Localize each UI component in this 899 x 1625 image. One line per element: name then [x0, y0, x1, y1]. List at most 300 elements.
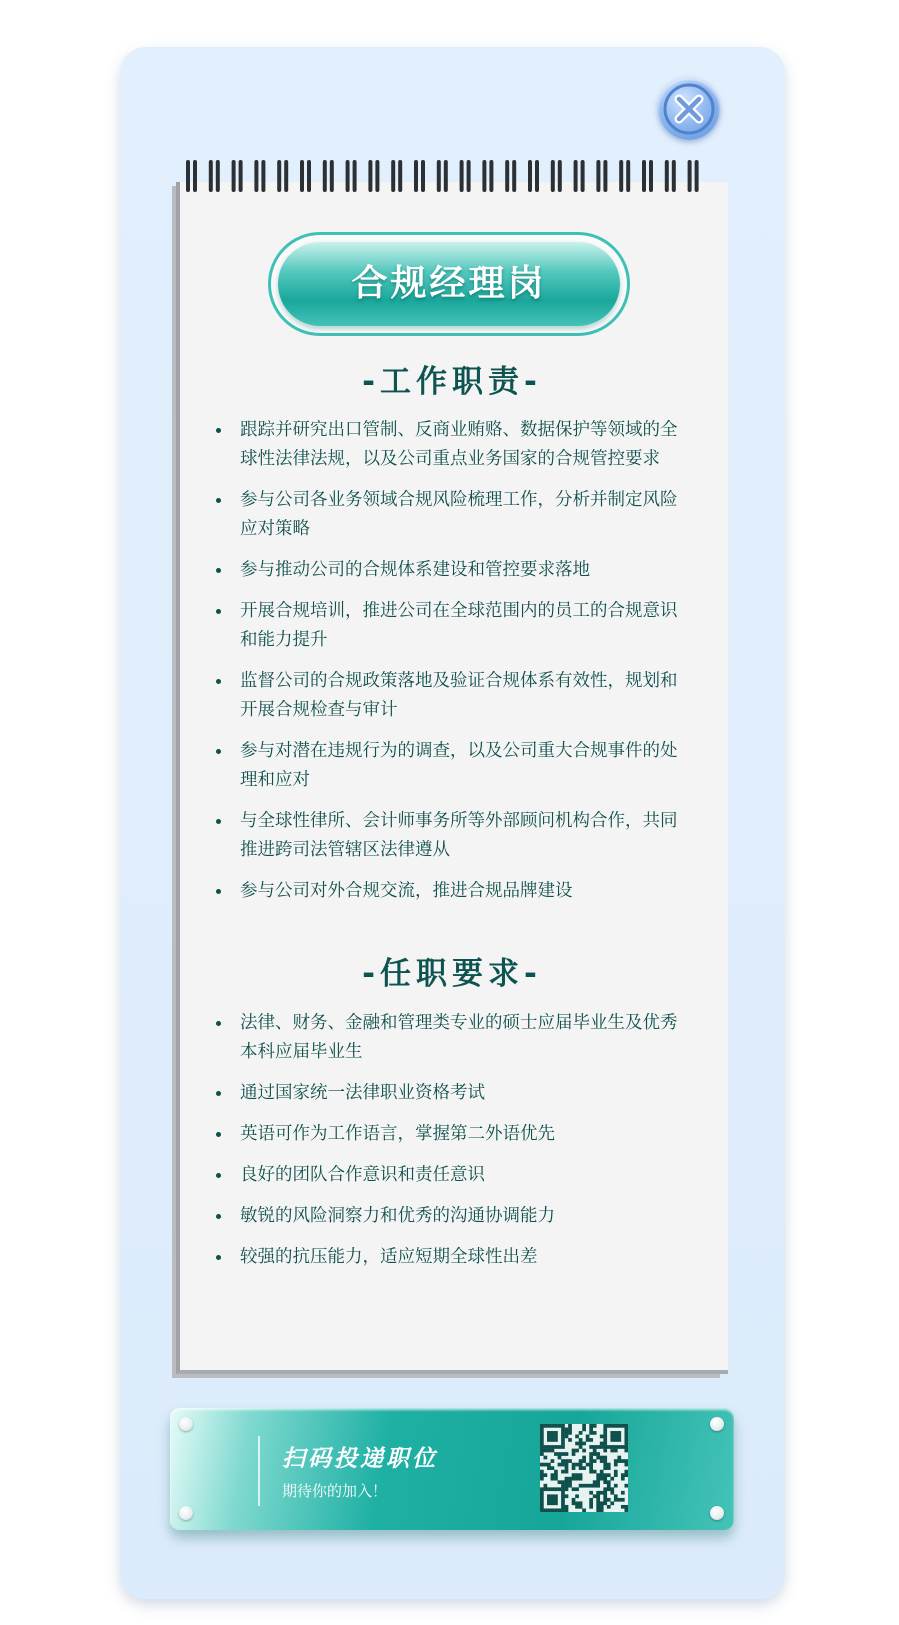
qr-module [603, 1480, 607, 1484]
qr-module [551, 1494, 555, 1498]
job-title: 合规经理岗 [351, 263, 547, 304]
qr-module [554, 1435, 558, 1439]
qr-module [589, 1456, 593, 1460]
qr-module [565, 1466, 569, 1470]
qr-module [589, 1491, 593, 1495]
qr-module [624, 1442, 628, 1446]
spiral-ring [391, 160, 395, 192]
qr-module [579, 1473, 583, 1477]
spiral-ring [368, 160, 372, 192]
qr-module [617, 1498, 621, 1502]
qr-module [603, 1449, 607, 1453]
qr-module [589, 1501, 593, 1505]
qr-module [582, 1442, 586, 1446]
spiral-binding [182, 160, 722, 196]
qr-module [603, 1428, 607, 1432]
qr-module [610, 1431, 614, 1435]
qr-module [614, 1459, 618, 1463]
qr-module [617, 1435, 621, 1439]
qr-module [561, 1505, 565, 1509]
qr-module [589, 1505, 593, 1509]
qr-module [554, 1494, 558, 1498]
job-title-badge [268, 232, 630, 336]
apply-subtitle: 期待你的加入！ [282, 1482, 388, 1500]
qr-module [575, 1505, 579, 1509]
qr-module [540, 1435, 544, 1439]
qr-module [551, 1477, 555, 1481]
qr-module [554, 1438, 558, 1442]
qr-module [603, 1473, 607, 1477]
qr-module [614, 1473, 618, 1477]
qr-module [610, 1438, 614, 1442]
list-item: 监督公司的合规政策落地及验证合规体系有效性，规划和开展合规检查与审计 [212, 667, 692, 725]
qr-module [558, 1456, 562, 1460]
qr-module [593, 1470, 597, 1474]
spiral-ring [307, 160, 311, 192]
responsibilities-heading: -工作职责- [362, 364, 542, 400]
spiral-ring [444, 160, 448, 192]
qr-module [603, 1477, 607, 1481]
qr-module [554, 1477, 558, 1481]
qr-module [551, 1431, 555, 1435]
qr-module [586, 1438, 590, 1442]
list-item: 跟踪并研究出口管制、反商业贿赂、数据保护等领域的全球性法律法规，以及公司重点业务国家的合规管控要求 [212, 416, 692, 474]
qr-module [610, 1445, 614, 1449]
list-item: 英语可作为工作语言，掌握第二外语优先 [212, 1120, 692, 1149]
qr-module [547, 1431, 551, 1435]
bolt-icon [710, 1417, 724, 1431]
qr-module [617, 1456, 621, 1460]
qr-module [603, 1491, 607, 1495]
qr-module [572, 1501, 576, 1505]
qr-module [589, 1463, 593, 1467]
qr-module [551, 1473, 555, 1477]
qr-module [558, 1445, 562, 1449]
qr-module [554, 1424, 558, 1428]
close-icon [658, 78, 720, 140]
spiral-ring [398, 160, 402, 192]
qr-module [540, 1445, 544, 1449]
spiral-ring [505, 160, 509, 192]
qr-module [614, 1445, 618, 1449]
qr-module [554, 1473, 558, 1477]
qr-module [579, 1484, 583, 1488]
qr-module [621, 1477, 625, 1481]
qr-module [540, 1473, 544, 1477]
apply-banner[interactable] [170, 1408, 734, 1530]
qr-module [593, 1431, 597, 1435]
qr-module [561, 1501, 565, 1505]
qr-module [565, 1459, 569, 1463]
qr-module [575, 1494, 579, 1498]
qr-module [603, 1459, 607, 1463]
qr-module [547, 1445, 551, 1449]
qr-module [593, 1449, 597, 1453]
spiral-ring [512, 160, 516, 192]
qr-module [589, 1445, 593, 1449]
qr-module [579, 1505, 583, 1509]
spiral-ring [558, 160, 562, 192]
spiral-ring [300, 160, 304, 192]
qr-module [565, 1508, 569, 1512]
spiral-ring [672, 160, 676, 192]
spiral-ring [603, 160, 607, 192]
bolt-icon [179, 1506, 193, 1520]
qr-module [561, 1498, 565, 1502]
qr-module [596, 1505, 600, 1509]
qr-module [572, 1498, 576, 1502]
qr-module [614, 1424, 618, 1428]
spiral-ring [346, 160, 350, 192]
requirements-list [212, 1009, 692, 1284]
qr-module [614, 1449, 618, 1453]
qr-module [593, 1424, 597, 1428]
qr-module [596, 1498, 600, 1502]
qr-module [558, 1424, 562, 1428]
spiral-ring [551, 160, 555, 192]
qr-module [624, 1424, 628, 1428]
qr-module [540, 1505, 544, 1509]
qr-module [579, 1477, 583, 1481]
qr-module [593, 1459, 597, 1463]
qr-module [547, 1466, 551, 1470]
qr-module [589, 1424, 593, 1428]
qr-module [540, 1449, 544, 1453]
spiral-ring [330, 160, 334, 192]
qr-module [544, 1508, 548, 1512]
qr-module [603, 1431, 607, 1435]
qr-module [572, 1477, 576, 1481]
qr-module [540, 1428, 544, 1432]
qr-module [575, 1463, 579, 1467]
qr-module [551, 1438, 555, 1442]
qr-module [589, 1452, 593, 1456]
qr-module [614, 1435, 618, 1439]
qr-module [561, 1508, 565, 1512]
spiral-ring [596, 160, 600, 192]
spiral-ring [482, 160, 486, 192]
qr-module [617, 1459, 621, 1463]
qr-module [565, 1428, 569, 1432]
qr-module [603, 1494, 607, 1498]
qr-module [565, 1452, 569, 1456]
qr-module [621, 1491, 625, 1495]
qr-module [568, 1459, 572, 1463]
qr-module [551, 1501, 555, 1505]
bolt-icon [710, 1506, 724, 1520]
qr-module [551, 1487, 555, 1491]
qr-module [614, 1438, 618, 1442]
qr-module [575, 1487, 579, 1491]
list-item: 参与对潜在违规行为的调查，以及公司重大合规事件的处理和应对 [212, 737, 692, 795]
apply-title: 扫码投递职位 [282, 1446, 438, 1472]
qr-module [624, 1435, 628, 1439]
qr-module [572, 1452, 576, 1456]
qr-module [610, 1435, 614, 1439]
qr-module [575, 1477, 579, 1481]
spiral-ring [642, 160, 646, 192]
requirements-heading: -任职要求- [362, 956, 542, 992]
qr-module [561, 1459, 565, 1463]
qr-module [589, 1438, 593, 1442]
spiral-ring [216, 160, 220, 192]
qr-module [565, 1487, 569, 1491]
qr-code-icon[interactable] [540, 1424, 628, 1512]
qr-module [624, 1445, 628, 1449]
qr-module [624, 1428, 628, 1432]
qr-module [561, 1494, 565, 1498]
qr-module [579, 1501, 583, 1505]
qr-module [554, 1445, 558, 1449]
qr-module [624, 1470, 628, 1474]
qr-module [624, 1449, 628, 1453]
qr-module [614, 1498, 618, 1502]
qr-module [540, 1438, 544, 1442]
qr-module [579, 1442, 583, 1446]
spiral-ring [209, 160, 213, 192]
qr-module [547, 1438, 551, 1442]
qr-module [540, 1431, 544, 1435]
qr-module [582, 1508, 586, 1512]
qr-module [575, 1473, 579, 1477]
qr-module [614, 1484, 618, 1488]
qr-module [540, 1494, 544, 1498]
qr-module [575, 1442, 579, 1446]
qr-module [551, 1424, 555, 1428]
qr-module [617, 1431, 621, 1435]
qr-module [561, 1428, 565, 1432]
list-item: 法律、财务、金融和管理类专业的硕士应届毕业生及优秀本科应届毕业生 [212, 1009, 692, 1067]
list-item: 与全球性律所、会计师事务所等外部顾问机构合作，共同推进跨司法管辖区法律遵从 [212, 807, 692, 865]
qr-module [621, 1445, 625, 1449]
qr-module [565, 1463, 569, 1467]
list-item: 敏锐的风险洞察力和优秀的沟通协调能力 [212, 1202, 692, 1231]
qr-module [540, 1491, 544, 1495]
qr-module [596, 1477, 600, 1481]
qr-module [565, 1484, 569, 1488]
qr-module [551, 1466, 555, 1470]
qr-module [607, 1484, 611, 1488]
qr-module [544, 1484, 548, 1488]
qr-module [589, 1498, 593, 1502]
qr-module [540, 1424, 544, 1428]
qr-module [603, 1487, 607, 1491]
qr-module [596, 1456, 600, 1460]
qr-module [624, 1463, 628, 1467]
qr-module [624, 1473, 628, 1477]
qr-module [607, 1505, 611, 1509]
list-item: 较强的抗压能力，适应短期全球性出差 [212, 1243, 692, 1272]
qr-module [575, 1435, 579, 1439]
qr-module [600, 1442, 604, 1446]
qr-module [561, 1463, 565, 1467]
qr-module [603, 1456, 607, 1460]
qr-module [558, 1463, 562, 1467]
qr-module [579, 1459, 583, 1463]
qr-module [596, 1445, 600, 1449]
qr-module [607, 1487, 611, 1491]
close-button[interactable] [658, 78, 720, 140]
spiral-ring [375, 160, 379, 192]
qr-module [554, 1498, 558, 1502]
spiral-ring [581, 160, 585, 192]
qr-module [568, 1428, 572, 1432]
qr-module [558, 1487, 562, 1491]
bolt-icon [179, 1417, 193, 1431]
qr-module [565, 1494, 569, 1498]
qr-module [565, 1477, 569, 1481]
qr-module [607, 1445, 611, 1449]
qr-module [600, 1501, 604, 1505]
qr-module [596, 1508, 600, 1512]
spiral-ring [353, 160, 357, 192]
list-item: 参与公司各业务领域合规风险梳理工作，分析并制定风险应对策略 [212, 486, 692, 544]
qr-module [614, 1463, 618, 1467]
qr-module [596, 1484, 600, 1488]
qr-module [586, 1484, 590, 1488]
qr-module [610, 1477, 614, 1481]
qr-module [547, 1449, 551, 1453]
qr-module [600, 1491, 604, 1495]
qr-module [565, 1470, 569, 1474]
spiral-ring [649, 160, 653, 192]
qr-module [551, 1459, 555, 1463]
qr-module [554, 1470, 558, 1474]
qr-module [561, 1431, 565, 1435]
qr-module [568, 1431, 572, 1435]
spiral-ring [186, 160, 190, 192]
qr-module [561, 1452, 565, 1456]
qr-module [551, 1449, 555, 1453]
spiral-ring [460, 160, 464, 192]
qr-module [554, 1487, 558, 1491]
qr-module [589, 1470, 593, 1474]
qr-module [586, 1463, 590, 1467]
qr-module [568, 1484, 572, 1488]
qr-module [554, 1452, 558, 1456]
qr-module [596, 1494, 600, 1498]
qr-module [586, 1435, 590, 1439]
qr-module [551, 1508, 555, 1512]
spiral-ring [284, 160, 288, 192]
spiral-ring [619, 160, 623, 192]
qr-module [561, 1484, 565, 1488]
qr-module [589, 1428, 593, 1432]
qr-module [617, 1424, 621, 1428]
spiral-ring [437, 160, 441, 192]
qr-module [582, 1424, 586, 1428]
qr-module [600, 1477, 604, 1481]
spiral-ring [414, 160, 418, 192]
list-item: 参与公司对外合规交流，推进合规品牌建设 [212, 877, 692, 906]
qr-module [544, 1424, 548, 1428]
qr-module [547, 1501, 551, 1505]
qr-module [561, 1487, 565, 1491]
qr-module [572, 1473, 576, 1477]
qr-module [568, 1438, 572, 1442]
qr-module [589, 1466, 593, 1470]
qr-module [607, 1480, 611, 1484]
spiral-ring [695, 160, 699, 192]
spiral-ring [193, 160, 197, 192]
spiral-ring [277, 160, 281, 192]
qr-module [610, 1449, 614, 1453]
qr-module [579, 1431, 583, 1435]
qr-module [603, 1438, 607, 1442]
qr-module [572, 1466, 576, 1470]
qr-module [582, 1449, 586, 1453]
qr-module [603, 1498, 607, 1502]
qr-module [565, 1505, 569, 1509]
spiral-ring [574, 160, 578, 192]
qr-module [624, 1431, 628, 1435]
qr-module [617, 1445, 621, 1449]
qr-module [593, 1494, 597, 1498]
qr-module [547, 1498, 551, 1502]
qr-module [540, 1452, 544, 1456]
qr-module [607, 1424, 611, 1428]
qr-module [540, 1477, 544, 1481]
qr-module [593, 1452, 597, 1456]
qr-module [561, 1445, 565, 1449]
qr-module [589, 1484, 593, 1488]
qr-module [603, 1424, 607, 1428]
qr-module [568, 1477, 572, 1481]
qr-module [568, 1480, 572, 1484]
qr-module [603, 1463, 607, 1467]
qr-module [624, 1438, 628, 1442]
qr-module [551, 1498, 555, 1502]
qr-module [596, 1501, 600, 1505]
qr-module [614, 1494, 618, 1498]
qr-module [607, 1473, 611, 1477]
qr-module [561, 1424, 565, 1428]
qr-module [589, 1459, 593, 1463]
qr-module [610, 1491, 614, 1495]
qr-module [561, 1442, 565, 1446]
qr-module [589, 1431, 593, 1435]
responsibilities-list [212, 416, 692, 918]
list-item: 参与推动公司的合规体系建设和管控要求落地 [212, 556, 692, 585]
list-item: 良好的团队合作意识和责任意识 [212, 1161, 692, 1190]
qr-module [624, 1484, 628, 1488]
qr-module [593, 1480, 597, 1484]
qr-module [544, 1473, 548, 1477]
qr-module [554, 1501, 558, 1505]
qr-module [593, 1484, 597, 1488]
spiral-ring [688, 160, 692, 192]
qr-module [565, 1435, 569, 1439]
qr-module [547, 1424, 551, 1428]
qr-module [558, 1452, 562, 1456]
qr-module [593, 1445, 597, 1449]
qr-module [540, 1442, 544, 1446]
qr-module [540, 1501, 544, 1505]
spiral-ring [665, 160, 669, 192]
qr-module [540, 1463, 544, 1467]
qr-module [624, 1508, 628, 1512]
qr-module [554, 1431, 558, 1435]
qr-module [540, 1470, 544, 1474]
qr-module [600, 1459, 604, 1463]
qr-module [621, 1424, 625, 1428]
spiral-ring [489, 160, 493, 192]
qr-module [610, 1424, 614, 1428]
qr-module [596, 1452, 600, 1456]
qr-module [617, 1438, 621, 1442]
qr-module [610, 1501, 614, 1505]
qr-module [551, 1435, 555, 1439]
